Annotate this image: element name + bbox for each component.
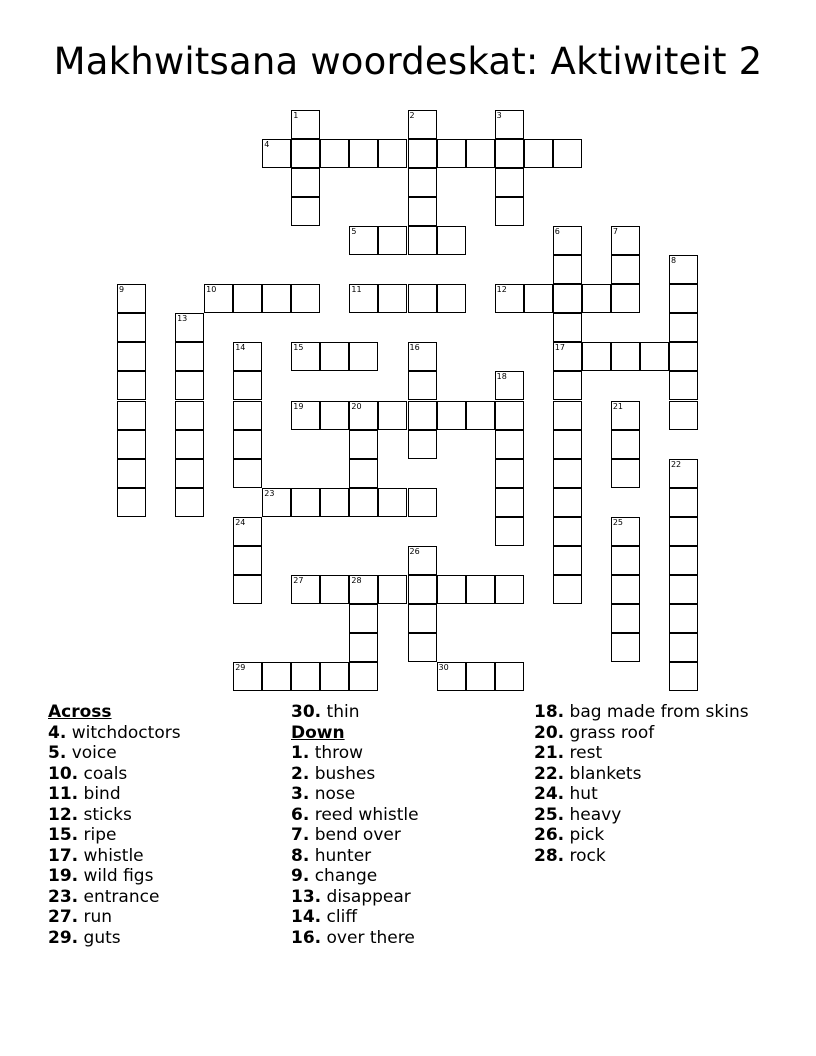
clue-number: 2. [291, 763, 310, 784]
cell-number: 13 [177, 314, 188, 324]
grid-cell[interactable] [611, 284, 640, 313]
grid-cell[interactable] [408, 488, 437, 517]
cell-number: 14 [235, 343, 246, 353]
grid-cell[interactable] [495, 139, 524, 168]
clue-item [291, 907, 419, 928]
clue-text: grass roof [564, 722, 655, 743]
grid-cell[interactable] [495, 575, 524, 604]
grid-cell[interactable] [669, 284, 698, 313]
grid-cell[interactable] [495, 517, 524, 546]
clue-item [534, 825, 749, 846]
grid-cell[interactable] [408, 633, 437, 662]
clue-item [48, 743, 181, 764]
clue-item [291, 743, 419, 764]
grid-cell[interactable] [233, 575, 262, 604]
clue-item [48, 784, 181, 805]
grid-cell[interactable] [640, 342, 669, 371]
clue-text: sticks [78, 804, 132, 825]
clue-text: over there [321, 927, 415, 948]
grid-cell[interactable] [495, 168, 524, 197]
grid-cell[interactable] [291, 110, 320, 139]
grid-cell[interactable] [669, 342, 698, 371]
clue-text: change [309, 866, 378, 886]
grid-cell[interactable] [553, 255, 582, 284]
cell-number: 30 [438, 662, 449, 672]
cell-number: 20 [351, 401, 362, 411]
grid-cell[interactable] [320, 401, 349, 430]
grid-cell[interactable] [495, 197, 524, 226]
clue-item [48, 887, 181, 908]
grid-cell[interactable] [611, 633, 640, 662]
clue-item [48, 907, 181, 928]
grid-cell[interactable] [437, 284, 466, 313]
grid-cell[interactable] [349, 430, 378, 459]
cell-number: 2 [409, 111, 415, 120]
grid-cell[interactable] [233, 517, 262, 546]
grid-cell[interactable] [320, 662, 349, 691]
grid-cell[interactable] [408, 604, 437, 633]
grid-cell[interactable] [291, 575, 320, 604]
grid-cell[interactable] [175, 488, 204, 517]
grid-cell[interactable] [291, 401, 320, 430]
clue-text: rest [564, 743, 603, 763]
grid-cell[interactable] [349, 662, 378, 691]
clue-number: 3. [291, 784, 310, 804]
clue-number: 26. [534, 825, 565, 845]
clue-text: witchdoctors [66, 722, 181, 743]
grid-cell[interactable] [495, 662, 524, 691]
clue-item [291, 764, 419, 785]
grid-cell[interactable] [611, 226, 640, 255]
clue-number: 29. [48, 927, 79, 948]
grid-cell[interactable] [378, 284, 407, 313]
grid-cell[interactable] [553, 459, 582, 488]
grid-cell[interactable] [349, 139, 378, 168]
clue-number: 28. [534, 845, 565, 866]
grid-cell[interactable] [437, 662, 466, 691]
clue-text: entrance [78, 886, 160, 907]
grid-cell[interactable] [349, 284, 378, 313]
grid-cell[interactable] [553, 371, 582, 400]
grid-cell[interactable] [495, 488, 524, 517]
clue-number: 10. [48, 763, 79, 784]
clue-number: 23. [48, 886, 79, 907]
grid-cell[interactable] [437, 226, 466, 255]
clue-text: pick [564, 825, 605, 845]
grid-cell[interactable] [291, 139, 320, 168]
grid-cell[interactable] [378, 226, 407, 255]
grid-cell[interactable] [466, 575, 495, 604]
grid-cell[interactable] [233, 546, 262, 575]
cell-number: 29 [235, 662, 246, 672]
grid-cell[interactable] [669, 575, 698, 604]
grid-cell[interactable] [233, 662, 262, 691]
grid-cell[interactable] [553, 284, 582, 313]
grid-cell[interactable] [378, 401, 407, 430]
clue-number: 19. [48, 866, 79, 886]
cell-number: 8 [670, 256, 677, 266]
grid-cell[interactable] [262, 284, 291, 313]
clue-item [534, 784, 749, 805]
grid-cell[interactable] [349, 575, 378, 604]
cell-number: 12 [496, 285, 507, 295]
clue-text: hut [564, 784, 598, 804]
grid-cell[interactable] [553, 226, 582, 255]
clue-number: 11. [48, 784, 79, 804]
clue-item [534, 743, 749, 764]
clue-item [291, 702, 419, 723]
clue-item [291, 825, 419, 846]
grid-cell[interactable] [378, 139, 407, 168]
clue-text: whistle [78, 845, 144, 866]
grid-cell[interactable] [233, 401, 262, 430]
clues-column-middle [291, 702, 419, 948]
clue-text: ripe [78, 825, 117, 845]
clue-text: wild figs [78, 866, 154, 886]
grid-cell[interactable] [408, 342, 437, 371]
cell-number: 1 [293, 111, 299, 120]
cell-number: 25 [612, 517, 624, 527]
grid-cell[interactable] [175, 371, 204, 400]
grid-cell[interactable] [408, 284, 437, 313]
clue-number: 30. [291, 702, 322, 722]
clue-number: 25. [534, 804, 565, 825]
down-header: Down [291, 722, 345, 743]
grid-cell[interactable] [408, 168, 437, 197]
grid-cell[interactable] [437, 401, 466, 430]
down-clues-column-right [534, 702, 749, 866]
clue-text: throw [309, 743, 364, 763]
clue-item [291, 784, 419, 805]
grid-cell[interactable] [669, 459, 698, 488]
clue-number: 16. [291, 927, 322, 948]
page-title: Makhwitsana woordeskat: Aktiwiteit 2 [53, 40, 763, 83]
grid-cell[interactable] [466, 401, 495, 430]
grid-cell[interactable] [611, 342, 640, 371]
clue-number: 20. [534, 722, 565, 743]
cell-number: 21 [612, 401, 624, 411]
grid-cell[interactable] [553, 517, 582, 546]
grid-cell[interactable] [408, 430, 437, 459]
grid-cell[interactable] [437, 139, 466, 168]
grid-cell[interactable] [611, 546, 640, 575]
clue-text: disappear [321, 886, 411, 907]
grid-cell[interactable] [117, 342, 146, 371]
grid-cell[interactable] [320, 575, 349, 604]
clue-item [291, 805, 419, 826]
cell-number: 22 [670, 459, 682, 469]
grid-cell[interactable] [437, 575, 466, 604]
grid-cell[interactable] [553, 546, 582, 575]
clue-number: 24. [534, 784, 565, 804]
clue-text: bind [78, 784, 121, 804]
grid-cell[interactable] [669, 546, 698, 575]
clue-number: 12. [48, 804, 79, 825]
clue-number: 8. [291, 845, 310, 866]
clue-item [48, 846, 181, 867]
grid-cell[interactable] [349, 633, 378, 662]
clue-text: nose [309, 784, 356, 804]
clue-number: 1. [291, 743, 310, 763]
grid-cell[interactable] [553, 401, 582, 430]
cell-number: 27 [293, 575, 304, 585]
grid-cell[interactable] [495, 459, 524, 488]
clue-text: run [78, 907, 113, 927]
grid-cell[interactable] [175, 342, 204, 371]
grid-cell[interactable] [553, 575, 582, 604]
cell-number: 19 [293, 401, 304, 411]
grid-cell[interactable] [117, 371, 146, 400]
clue-item [48, 723, 181, 744]
grid-cell[interactable] [320, 342, 349, 371]
grid-cell[interactable] [408, 110, 437, 139]
clue-number: 4. [48, 722, 67, 743]
clue-item [534, 805, 749, 826]
grid-cell[interactable] [611, 401, 640, 430]
grid-cell[interactable] [408, 371, 437, 400]
grid-cell[interactable] [669, 662, 698, 691]
grid-cell[interactable] [611, 459, 640, 488]
clue-item [291, 887, 419, 908]
grid-cell[interactable] [408, 139, 437, 168]
grid-cell[interactable] [553, 313, 582, 342]
grid-cell[interactable] [233, 371, 262, 400]
clue-item [48, 825, 181, 846]
cell-number: 5 [351, 227, 357, 237]
grid-cell[interactable] [524, 139, 553, 168]
clue-item [291, 928, 419, 949]
clue-text: blankets [564, 763, 642, 784]
grid-cell[interactable] [408, 401, 437, 430]
clue-number: 9. [291, 866, 310, 886]
clue-number: 21. [534, 743, 565, 763]
grid-cell[interactable] [669, 255, 698, 284]
clue-text: reed whistle [309, 804, 419, 825]
grid-cell[interactable] [117, 459, 146, 488]
grid-cell[interactable] [408, 226, 437, 255]
grid-cell[interactable] [291, 662, 320, 691]
grid-cell[interactable] [611, 575, 640, 604]
grid-cell[interactable] [669, 488, 698, 517]
grid-cell[interactable] [349, 401, 378, 430]
clue-item [291, 866, 419, 887]
grid-cell[interactable] [495, 371, 524, 400]
clue-text: rock [564, 845, 606, 866]
grid-cell[interactable] [378, 488, 407, 517]
grid-cell[interactable] [291, 488, 320, 517]
grid-cell[interactable] [495, 430, 524, 459]
grid-cell[interactable] [553, 139, 582, 168]
cell-number: 10 [206, 285, 217, 295]
grid-cell[interactable] [291, 342, 320, 371]
grid-cell[interactable] [611, 255, 640, 284]
clue-text: guts [78, 927, 121, 948]
clue-number: 13. [291, 886, 322, 907]
cell-number: 28 [351, 575, 362, 585]
grid-cell[interactable] [175, 401, 204, 430]
clue-item [48, 764, 181, 785]
clue-item [534, 723, 749, 744]
clue-text: bushes [309, 763, 376, 784]
grid-cell[interactable] [320, 488, 349, 517]
grid-cell[interactable] [669, 633, 698, 662]
grid-cell[interactable] [408, 197, 437, 226]
grid-cell[interactable] [495, 401, 524, 430]
grid-cell[interactable] [553, 488, 582, 517]
cell-number: 15 [293, 343, 304, 353]
grid-cell[interactable] [175, 313, 204, 342]
grid-cell[interactable] [175, 459, 204, 488]
clue-number: 17. [48, 845, 79, 866]
grid-cell[interactable] [262, 662, 291, 691]
clue-text: hunter [309, 845, 372, 866]
grid-cell[interactable] [117, 313, 146, 342]
grid-cell[interactable] [553, 342, 582, 371]
cell-number: 26 [409, 546, 420, 556]
clue-item [534, 702, 749, 723]
grid-cell[interactable] [669, 371, 698, 400]
grid-cell[interactable] [669, 313, 698, 342]
grid-cell[interactable] [233, 459, 262, 488]
across-clues-column [48, 702, 181, 948]
clue-item [48, 928, 181, 949]
grid-cell[interactable] [233, 430, 262, 459]
cell-number: 6 [554, 227, 560, 237]
clue-text: coals [78, 763, 128, 784]
grid-cell[interactable] [117, 284, 146, 313]
clue-number: 7. [291, 825, 310, 845]
clue-number: 14. [291, 907, 322, 927]
clue-item [291, 846, 419, 867]
grid-cell[interactable] [291, 284, 320, 313]
cell-number: 17 [554, 343, 565, 353]
grid-cell[interactable] [117, 430, 146, 459]
grid-cell[interactable] [524, 284, 553, 313]
grid-cell[interactable] [204, 284, 233, 313]
clue-item [534, 764, 749, 785]
grid-cell[interactable] [349, 604, 378, 633]
grid-cell[interactable] [611, 430, 640, 459]
grid-cell[interactable] [262, 488, 291, 517]
clue-item [48, 805, 181, 826]
clue-number: 22. [534, 763, 565, 784]
cell-number: 11 [351, 285, 362, 295]
grid-cell[interactable] [553, 430, 582, 459]
cell-number: 4 [264, 140, 270, 150]
clue-text: bag made from skins [564, 702, 749, 722]
clue-text: voice [66, 743, 117, 763]
grid-cell[interactable] [349, 226, 378, 255]
grid-cell[interactable] [495, 284, 524, 313]
cell-number: 24 [235, 517, 246, 527]
clue-number: 27. [48, 907, 79, 927]
cell-number: 23 [264, 488, 275, 498]
grid-cell[interactable] [669, 517, 698, 546]
clue-text: cliff [321, 907, 358, 927]
grid-cell[interactable] [408, 575, 437, 604]
grid-cell[interactable] [320, 139, 349, 168]
grid-cell[interactable] [233, 284, 262, 313]
grid-cell[interactable] [291, 168, 320, 197]
grid-cell[interactable] [669, 604, 698, 633]
cell-number: 7 [612, 227, 618, 237]
clue-number: 5. [48, 743, 67, 763]
grid-cell[interactable] [233, 342, 262, 371]
across-header: Across [48, 702, 112, 722]
clue-text: thin [321, 702, 360, 722]
cell-number: 18 [496, 372, 507, 382]
grid-cell[interactable] [291, 197, 320, 226]
cell-number: 16 [409, 343, 420, 353]
grid-cell[interactable] [349, 459, 378, 488]
grid-cell[interactable] [611, 604, 640, 633]
grid-cell[interactable] [175, 430, 204, 459]
clue-text: bend over [309, 825, 401, 845]
clue-number: 6. [291, 804, 310, 825]
clue-item [534, 846, 749, 867]
clue-text: heavy [564, 804, 622, 825]
grid-cell[interactable] [262, 139, 291, 168]
grid-cell[interactable] [582, 284, 611, 313]
grid-cell[interactable] [408, 546, 437, 575]
grid-cell[interactable] [378, 575, 407, 604]
grid-cell[interactable] [466, 139, 495, 168]
clue-item [48, 866, 181, 887]
clue-number: 18. [534, 702, 565, 722]
grid-cell[interactable] [466, 662, 495, 691]
cell-number: 9 [119, 285, 125, 295]
grid-cell[interactable] [611, 517, 640, 546]
grid-cell[interactable] [495, 110, 524, 139]
clue-number: 15. [48, 825, 79, 845]
grid-cell[interactable] [669, 401, 698, 430]
grid-cell[interactable] [582, 342, 611, 371]
grid-cell[interactable] [349, 488, 378, 517]
cell-number: 3 [496, 111, 502, 120]
grid-cell[interactable] [117, 488, 146, 517]
grid-cell[interactable] [349, 342, 378, 371]
grid-cell[interactable] [117, 401, 146, 430]
